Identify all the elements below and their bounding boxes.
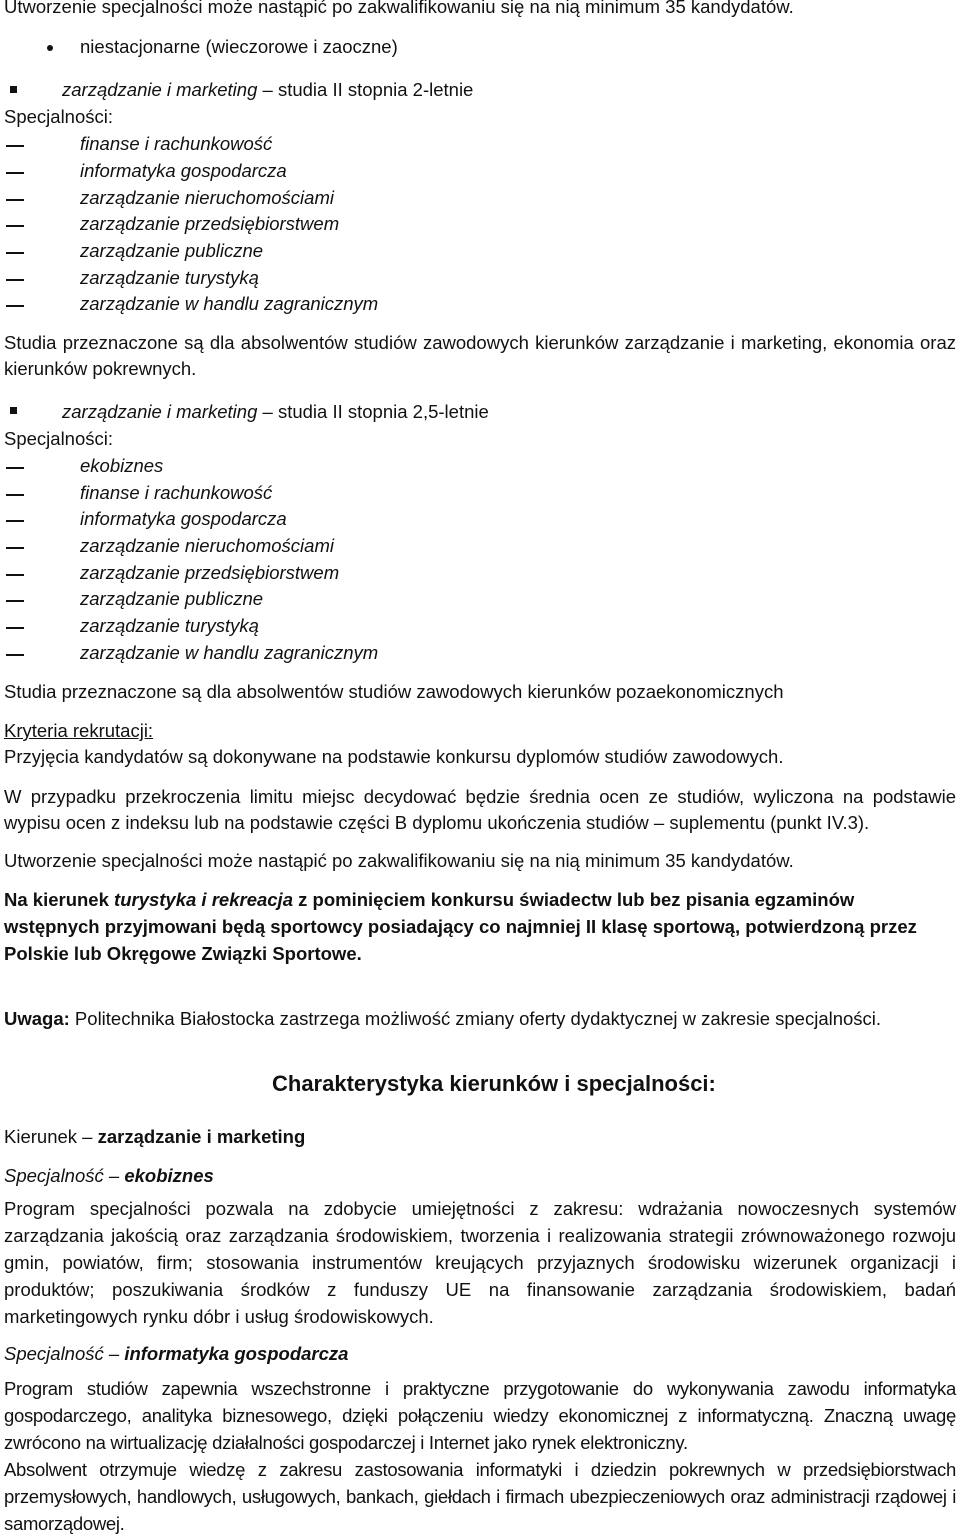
spec-item: zarządzanie publiczne	[80, 588, 264, 609]
dash-icon	[6, 145, 24, 147]
spec-item: zarządzanie w handlu zagranicznym	[80, 642, 379, 663]
sport-line-1	[4, 887, 956, 913]
square-bullet-icon	[10, 407, 17, 414]
dash-icon	[6, 494, 24, 496]
spec-informatyka-label: Specjalność –	[4, 1343, 125, 1364]
dash-icon	[6, 654, 24, 656]
spec-ekobiznes-text: Program specjalności pozwala na zdobycie umiejętności z zakresu: wdrażania nowoczesnych systemów zarządzania jakością oraz zarządzania środowiskiem, tworzenia i realizowania strategii zrównoważonego rozwoju gmin, powiatów, firm; stosowania instrumentów kreujących przyjaznych środowisku wizerunek organizacji i produktów; poszukiwania środków z funduszy UE na finansowanie zarządzania środowiskiem, badań marketingowych rynku dóbr i usług środowiskowych.	[4, 1198, 956, 1327]
sport-paragraph	[4, 887, 956, 967]
spec-ekobiznes-title	[4, 1163, 214, 1189]
dash-icon	[6, 199, 24, 201]
sport-prefix: Na kierunek	[4, 889, 115, 910]
program-1-level: studia II stopnia 2-letnie	[277, 79, 474, 100]
spec-item: zarządzanie turystyką	[80, 615, 259, 636]
program-1-dash: –	[257, 79, 278, 100]
dash-icon	[6, 574, 24, 576]
criteria-text: Przyjęcia kandydatów są dokonywane na podstawie konkursu dyplomów studiów zawodowych.	[4, 746, 784, 767]
square-bullet-icon	[10, 86, 17, 93]
spec-informatyka-name: informatyka gospodarcza	[124, 1343, 349, 1364]
dash-icon	[6, 520, 24, 522]
notice-text: Politechnika Białostocka zastrzega możliwość zmiany oferty dydaktycznej w zakresie specjalności.	[69, 1008, 882, 1029]
notice-label: Uwaga:	[4, 1008, 70, 1029]
criteria-label: Kryteria rekrutacji:	[4, 720, 154, 741]
characteristics-heading: Charakterystyka kierunków i specjalności:	[272, 1071, 716, 1096]
spec-item: zarządzanie przedsiębiorstwem	[80, 213, 340, 234]
spec-informatyka-title	[4, 1341, 348, 1367]
spec-ekobiznes-label: Specjalność –	[4, 1165, 125, 1186]
spec-item: zarządzanie turystyką	[80, 267, 259, 288]
program-1-name: zarządzanie i marketing	[62, 79, 258, 100]
spec-item: finanse i rachunkowość	[80, 482, 273, 503]
spec-item: zarządzanie publiczne	[80, 240, 264, 261]
dash-icon	[6, 279, 24, 281]
program-2-title	[62, 399, 489, 425]
kierunek-name: zarządzanie i marketing	[97, 1126, 306, 1147]
dash-icon	[6, 547, 24, 549]
dash-icon	[6, 252, 24, 254]
spec-informatyka-text-2: Absolwent otrzymuje wiedzę z zakresu zastosowania informatyki i dziedzin pokrewnych w przedsiębiorstwach przemysłowych, handlowych, usługowych, bankach, giełdach i firmach ubezpieczeniowych oraz administracji rządowej i samorządowej.	[4, 1459, 956, 1534]
section-heading: niestacjonarne (wieczorowe i zaoczne)	[80, 36, 398, 57]
dash-icon	[6, 467, 24, 469]
intro-line: Utworzenie specjalności może nastąpić po zakwalifikowaniu się na nią minimum 35 kandydatów.	[4, 0, 794, 17]
spec-item: informatyka gospodarcza	[80, 160, 287, 181]
sport-line-3: Polskie lub Okręgowe Związki Sportowe.	[4, 942, 362, 964]
spec-item: zarządzanie w handlu zagranicznym	[80, 293, 379, 314]
program-2-level: studia II stopnia 2,5-letnie	[277, 401, 489, 422]
spec-item: finanse i rachunkowość	[80, 133, 273, 154]
limit-paragraph: W przypadku przekroczenia limitu miejsc decydować będzie średnia ocen ze studiów, wyliczona na podstawie wypisu ocen z indeksu lub na podstawie części B dyplomu ukończenia studiów – suplementu (punkt IV.3).	[4, 786, 956, 833]
notice-line	[4, 1006, 881, 1032]
dash-icon	[6, 627, 24, 629]
sport-field: turystyka i rekreacja	[114, 889, 293, 910]
bullet-dot-icon	[47, 45, 53, 51]
kierunek-line	[4, 1124, 305, 1150]
spec-item: zarządzanie nieruchomościami	[80, 535, 334, 556]
program-2-spec-label: Specjalności:	[4, 428, 114, 449]
kierunek-label: Kierunek –	[4, 1126, 98, 1147]
dash-icon	[6, 172, 24, 174]
spec-item: ekobiznes	[80, 455, 164, 476]
spec-item: informatyka gospodarcza	[80, 508, 287, 529]
sport-line-1-rest: z pominięciem konkursu świadectw lub bez pisania egzaminów	[293, 889, 855, 910]
program-2-note: Studia przeznaczone są dla absolwentów studiów zawodowych kierunków pozaekonomicznych	[4, 681, 784, 702]
dash-icon	[6, 225, 24, 227]
dash-icon	[6, 600, 24, 602]
sport-line-2: wstępnych przyjmowani będą sportowcy posiadający co najmniej II klasę sportową, potwierdzoną przez	[4, 915, 917, 937]
program-1-title	[62, 77, 473, 103]
min-candidates-line: Utworzenie specjalności może nastąpić po zakwalifikowaniu się na nią minimum 35 kandydatów.	[4, 850, 794, 871]
program-2-name: zarządzanie i marketing	[62, 401, 258, 422]
program-1-spec-label: Specjalności:	[4, 106, 114, 127]
spec-item: zarządzanie nieruchomościami	[80, 187, 334, 208]
program-2-dash: –	[257, 401, 278, 422]
spec-informatyka-text-1: Program studiów zapewnia wszechstronne i praktyczne przygotowanie do wykonywania zawodu informatyka gospodarczego, analityka biznesowego, dzięki połączeniu wiedzy ekonomicznej z informatyczną. Znaczną uwagę zwrócono na wirtualizację działalności gospodarczej i Internet jako rynek elektroniczny.	[4, 1378, 956, 1453]
program-1-note: Studia przeznaczone są dla absolwentów studiów zawodowych kierunków zarządzanie i marketing, ekonomia oraz kierunków pokrewnych.	[4, 332, 956, 379]
spec-ekobiznes-name: ekobiznes	[124, 1165, 214, 1186]
dash-icon	[6, 305, 24, 307]
spec-item: zarządzanie przedsiębiorstwem	[80, 562, 340, 583]
